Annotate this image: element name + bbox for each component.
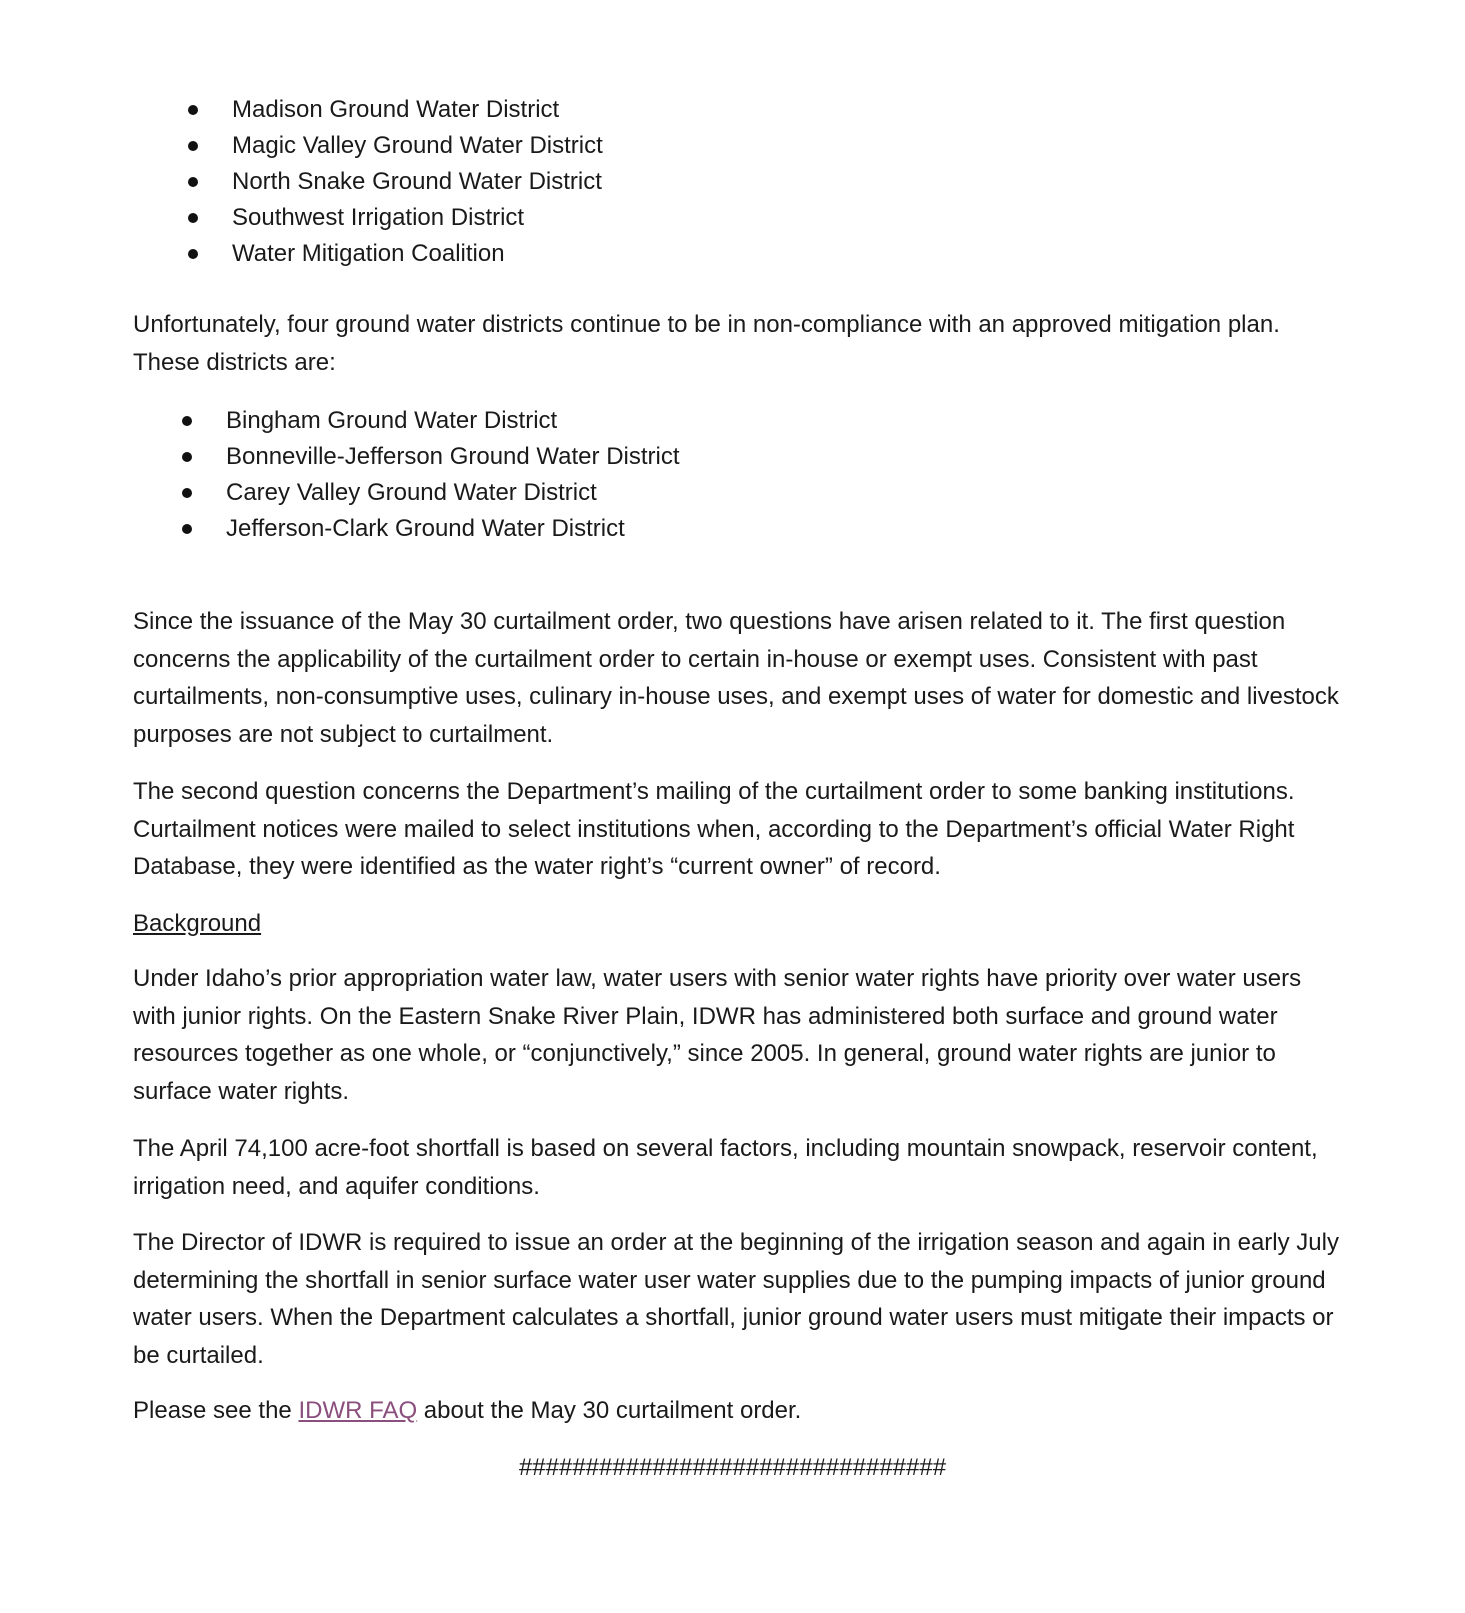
banking-institutions-paragraph: The second question concerns the Department’s mailing of the curtailment order to some banking institutions. Curtailment notices were mailed to select institutions when, according to the Department’s official Water Right Database, they were identified as the water right’s “current owner” of record.	[133, 778, 1295, 880]
list-item: Water Mitigation Coalition	[232, 236, 603, 272]
list-item: Jefferson-Clark Ground Water District	[226, 511, 680, 547]
idwr-faq-link[interactable]: IDWR FAQ	[298, 1397, 418, 1424]
bullet-icon	[188, 177, 198, 187]
end-of-release-mark: ################################	[518, 1454, 947, 1481]
background-heading: Background	[133, 910, 262, 937]
curtailment-questions-paragraph: Since the issuance of the May 30 curtailment order, two questions have arisen related to it. The first question concerns the applicability of the curtailment order to certain in-house or exempt uses. Consistent with past curtailments, non-consumptive uses, culinary in-house uses, and exempt uses of water for domestic and livestock purposes are not subject to curtailment.	[133, 608, 1339, 748]
bullet-icon	[188, 213, 198, 223]
bullet-icon	[188, 141, 198, 151]
bullet-icon	[182, 524, 192, 534]
bullet-icon	[188, 105, 198, 115]
noncompliance-intro-paragraph: Unfortunately, four ground water districts continue to be in non-compliance with an approved mitigation plan. These districts are:	[133, 311, 1280, 376]
bullet-icon	[188, 249, 198, 259]
prior-appropriation-paragraph: Under Idaho’s prior appropriation water law, water users with senior water rights have priority over water users with junior rights. On the Eastern Snake River Plain, IDWR has administered both surface and ground water resources together as one whole, or “conjunctively,” since 2005. In general, ground water rights are junior to surface water rights.	[133, 965, 1302, 1105]
list-item: North Snake Ground Water District	[232, 164, 603, 200]
list-item: Bonneville-Jefferson Ground Water District	[226, 439, 680, 475]
list-item: Carey Valley Ground Water District	[226, 475, 680, 511]
bullet-icon	[182, 488, 192, 498]
faq-paragraph: Please see the IDWR FAQ about the May 30 curtailment order.	[133, 1397, 802, 1424]
list-item: Bingham Ground Water District	[226, 403, 680, 439]
list-item: Magic Valley Ground Water District	[232, 128, 603, 164]
list-item: Southwest Irrigation District	[232, 200, 603, 236]
bullet-icon	[182, 416, 192, 426]
noncompliant-districts-list	[226, 403, 680, 547]
bullet-icon	[182, 452, 192, 462]
director-order-paragraph: The Director of IDWR is required to issue an order at the beginning of the irrigation season and again in early July determining the shortfall in senior surface water user water supplies due to the pumping impacts of junior ground water users. When the Department calculates a shortfall, junior ground water users must mitigate their impacts or be curtailed.	[133, 1229, 1339, 1369]
list-item: Madison Ground Water District	[232, 92, 603, 128]
compliant-districts-list	[232, 92, 603, 272]
shortfall-paragraph: The April 74,100 acre-foot shortfall is based on several factors, including mountain snowpack, reservoir content, irrigation need, and aquifer conditions.	[133, 1135, 1318, 1200]
